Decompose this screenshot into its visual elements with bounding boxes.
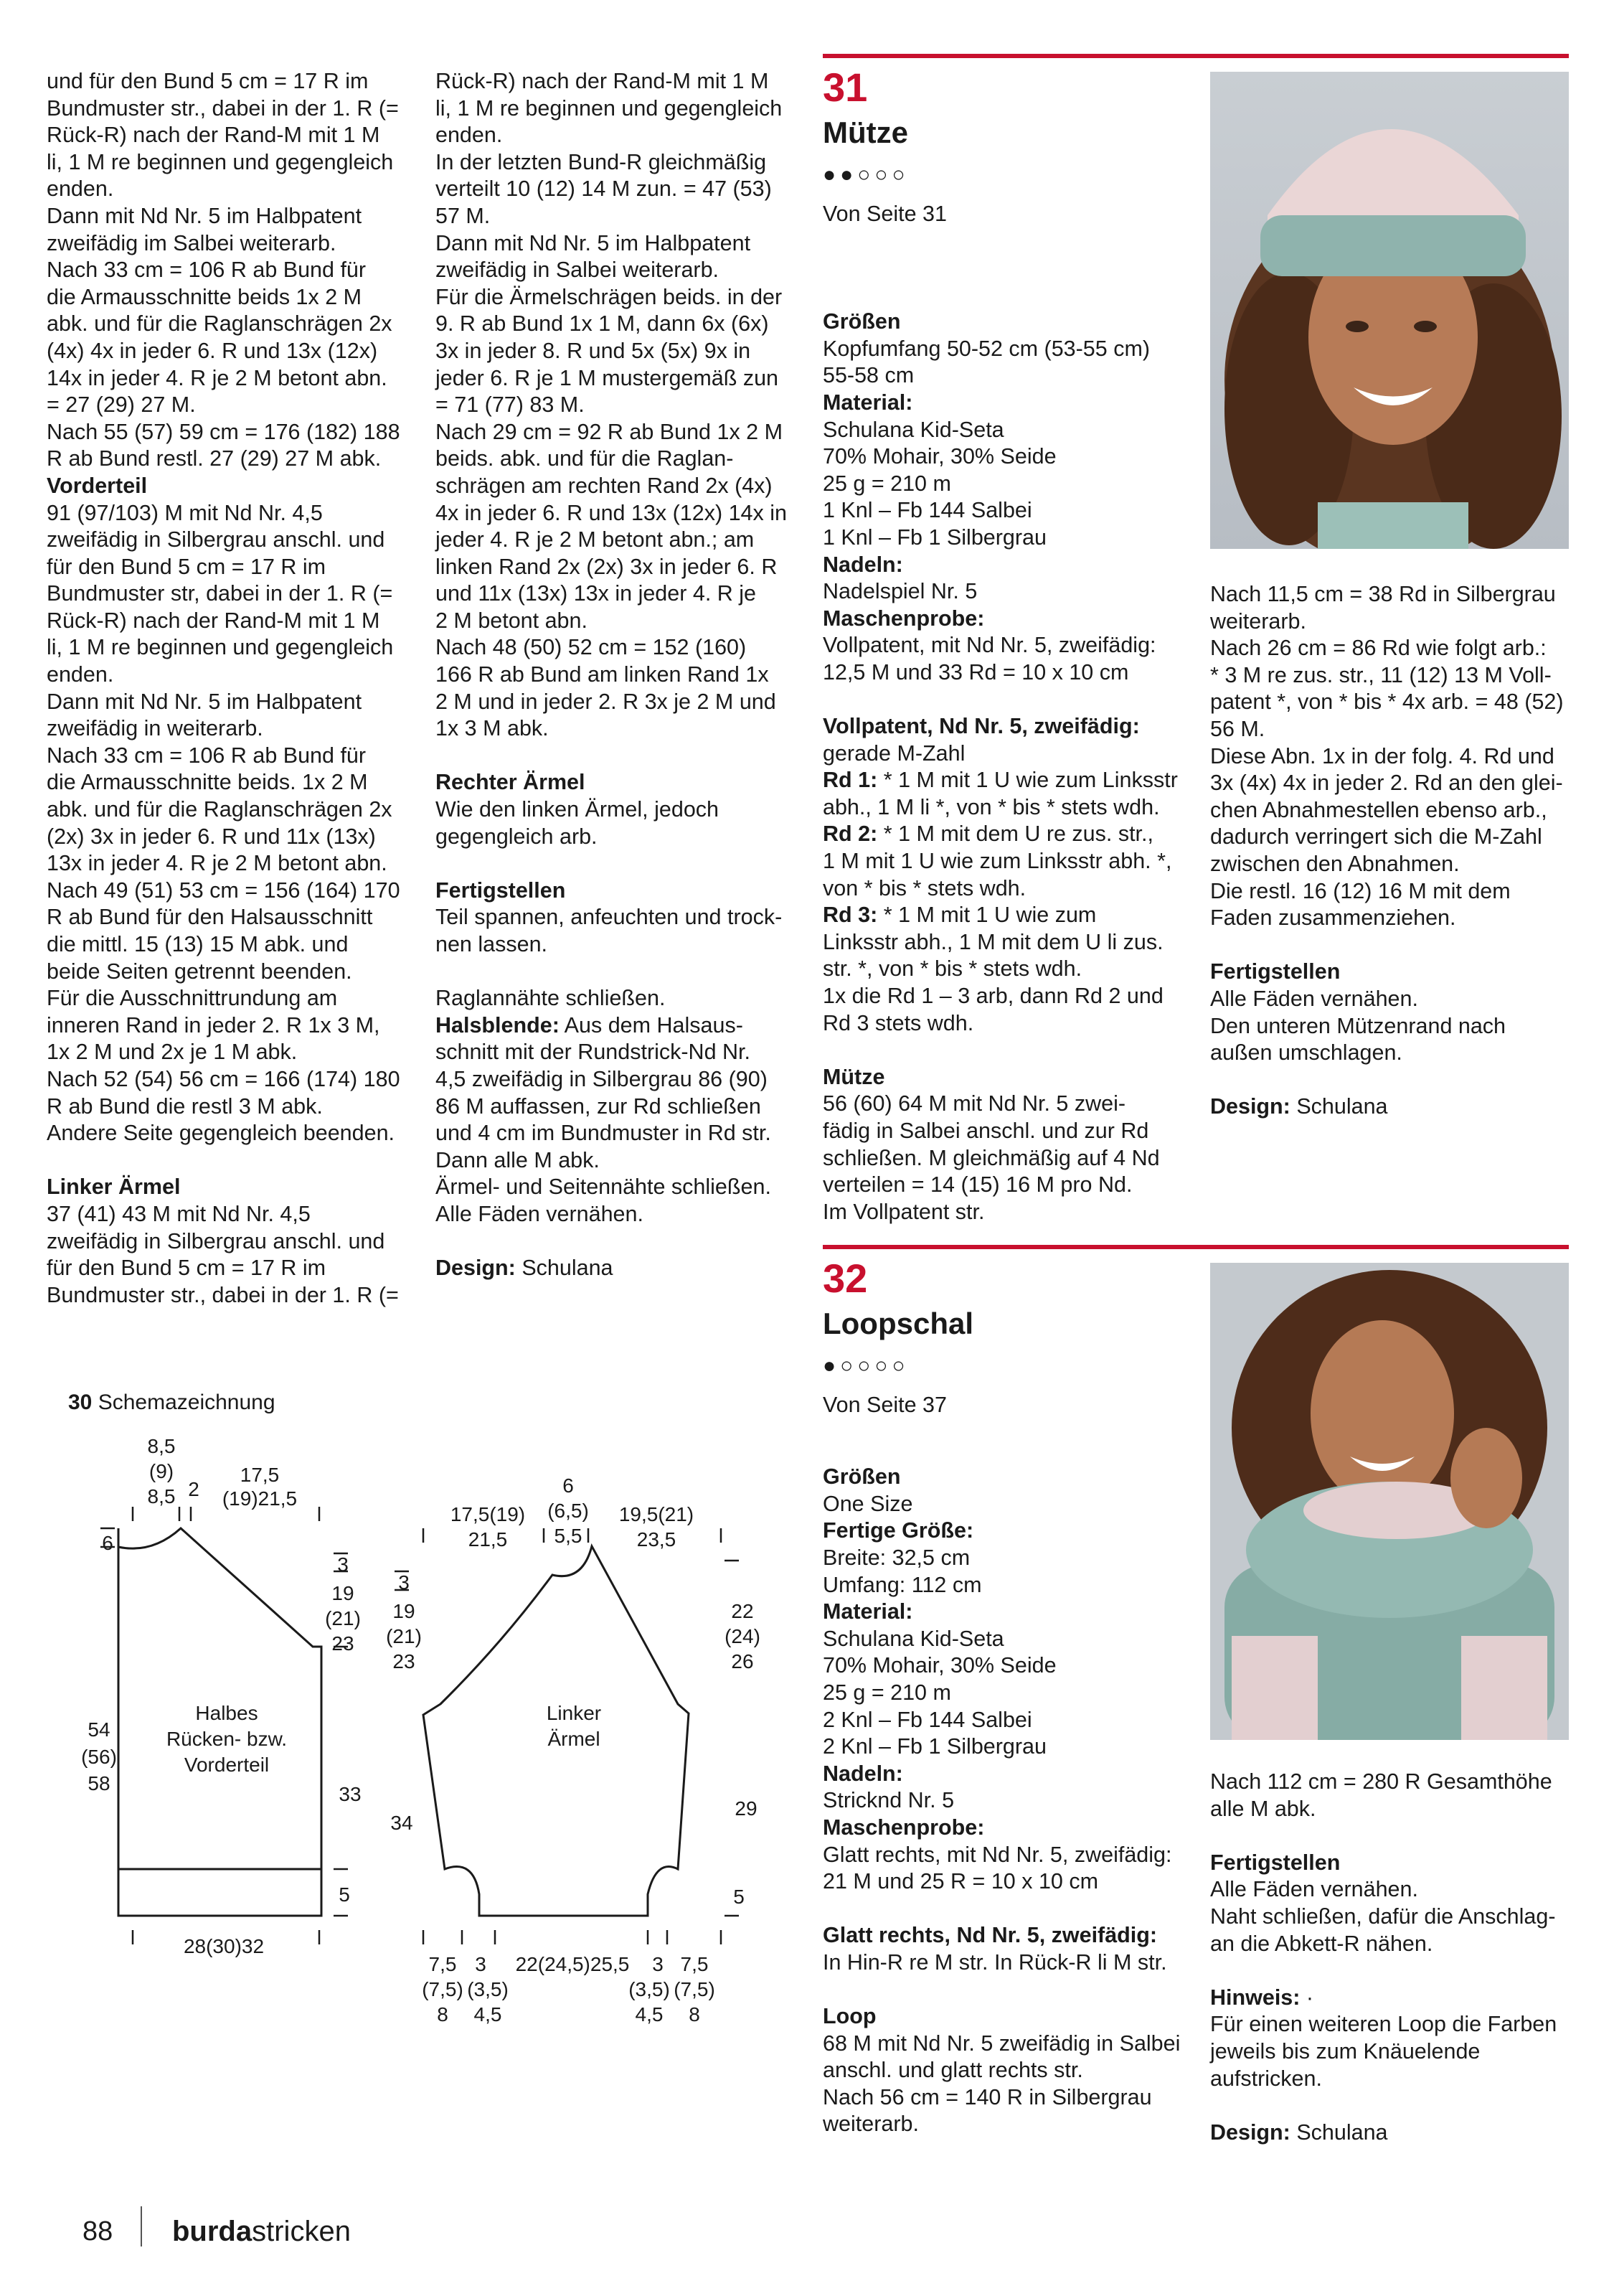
text-line: Vollpatent, Nd Nr. 5, zweifädig:	[823, 714, 1140, 739]
text-line: außen umschlagen.	[1210, 1040, 1402, 1065]
text-line: jeder 6. R je 1 M mustergemäß zun	[435, 365, 779, 390]
dim-label: (21)	[325, 1607, 361, 1629]
dim-label: 5,5	[554, 1525, 582, 1547]
text-line: Nadeln:	[823, 1761, 903, 1786]
dim-label: 3	[652, 1953, 664, 1975]
text-line: 1 Knl – Fb 1 Silbergrau	[823, 524, 1047, 550]
instructions-column-1	[47, 68, 420, 1309]
dim-label: 3	[398, 1571, 410, 1594]
pattern-32-source: Von Seite 37	[823, 1393, 947, 1417]
pattern-31-title: Mütze	[823, 116, 908, 149]
text-line: Umfang: 112 cm	[823, 1572, 982, 1597]
dim-label: (3,5)	[628, 1978, 670, 2000]
text-line: Bundmuster str., dabei in der 1. R (=	[47, 95, 399, 121]
page-number: 88	[82, 2216, 113, 2246]
text-line: Nach 29 cm = 92 R ab Bund 1x 2 M	[435, 419, 783, 444]
text-line: fädig in Salbei anschl. und zur Rd	[823, 1119, 1149, 1143]
pattern-31-number: 31	[823, 65, 868, 110]
text-line: gegengleich arb.	[435, 824, 598, 849]
dim-label: 8	[689, 2003, 700, 2026]
text-line: zweifädig in Salbei weiterarb.	[435, 258, 719, 283]
text-line: enden.	[435, 123, 503, 148]
text-line: 1x 3 M abk.	[435, 716, 549, 741]
text-line: Nach 55 (57) 59 cm = 176 (182) 188	[47, 419, 400, 444]
text-line: Rd 3 stets wdh.	[823, 1010, 974, 1035]
dim-label: 23,5	[636, 1528, 676, 1551]
text-line: 1 M mit 1 U wie zum Linksstr abh. *,	[823, 849, 1172, 874]
text-line: 9. R ab Bund 1x 1 M, dann 6x (6x)	[435, 311, 769, 337]
text-line: an die Abkett-R nähen.	[1210, 1931, 1433, 1956]
text-line: Rd 2: * 1 M mit dem U re zus. str.,	[823, 822, 1153, 847]
dim-label: (7,5)	[674, 1978, 715, 2000]
dim-label: 5	[733, 1886, 745, 1908]
text-line	[823, 1437, 1196, 1464]
text-line: Naht schließen, dafür die Anschlag-	[1210, 1904, 1556, 1929]
dim-label: 28(30)32	[183, 1935, 265, 1957]
text-line: 86 M auffassen, zur Rd schließen	[435, 1093, 761, 1119]
text-line: Linker Ärmel	[47, 1175, 181, 1200]
text-line: 57 M.	[435, 203, 491, 228]
text-line: = 27 (29) 27 M.	[47, 392, 196, 418]
text-line: dadurch verringert sich die M-Zahl	[1210, 824, 1542, 850]
text-line: abk. und für die Raglanschrägen 2x	[47, 311, 392, 337]
text-line: Kopfumfang 50-52 cm (53-55 cm)	[823, 336, 1151, 361]
text-line: Nadeln:	[823, 552, 903, 577]
text-line: 13x in jeder 4. R je 2 M betont abn.	[47, 851, 387, 876]
text-line	[823, 1037, 1196, 1064]
text-line: Stricknd Nr. 5	[823, 1788, 955, 1813]
text-line	[1210, 1067, 1583, 1094]
text-line	[823, 687, 1196, 714]
text-line: Für die Ausschnittrundung am	[47, 986, 338, 1011]
text-line: 14x in jeder 4. R je 2 M betont abn.	[47, 365, 387, 390]
text-line: Nach 56 cm = 140 R in Silbergrau	[823, 2084, 1152, 2109]
pattern-31-details	[823, 255, 1196, 1225]
dim-label: 17,5(19)	[450, 1503, 526, 1525]
text-line: 3x (4x) 4x in jeder 2. Rd an den glei-	[1210, 771, 1563, 796]
text-line: Fertigstellen	[1210, 959, 1341, 984]
text-line: für den Bund 5 cm = 17 R im	[47, 554, 326, 579]
text-line: Fertige Größe:	[823, 1518, 974, 1543]
text-line: Alle Fäden vernähen.	[1210, 986, 1418, 1011]
dim-label: 34	[390, 1812, 413, 1834]
piece-label: Linker	[546, 1702, 602, 1724]
text-line: Vollpatent, mit Nd Nr. 5, zweifädig:	[823, 633, 1156, 658]
dim-label: (7,5)	[422, 1978, 463, 2000]
dim-label: (3,5)	[467, 1978, 509, 2000]
text-line: Nach 26 cm = 86 Rd wie folgt arb.:	[1210, 636, 1547, 661]
text-line: Dann mit Nd Nr. 5 im Halbpatent	[47, 689, 362, 714]
text-line: Schulana Kid-Seta	[823, 417, 1004, 442]
dim-label: (56)	[81, 1746, 117, 1768]
text-line	[823, 1410, 1196, 1437]
text-line: Dann mit Nd Nr. 5 im Halbpatent	[435, 230, 751, 255]
text-line: verteilt 10 (12) 14 M zun. = 47 (53)	[435, 177, 772, 202]
text-line: 55-58 cm	[823, 363, 915, 388]
text-line	[435, 1228, 794, 1256]
text-line: 2 M betont abn.	[435, 608, 587, 633]
text-line: enden.	[47, 662, 114, 687]
pattern-32-continued	[1210, 1769, 1583, 2146]
text-line: patent *, von * bis * 4x arb. = 48 (52)	[1210, 690, 1564, 715]
text-line: Rd 3: * 1 M mit 1 U wie zum	[823, 903, 1097, 928]
dim-label: 3	[337, 1553, 349, 1576]
text-line: zwischen den Abnahmen.	[1210, 851, 1460, 876]
pattern-32-title: Loopschal	[823, 1307, 974, 1340]
footer-divider	[141, 2206, 142, 2246]
text-line: beide Seiten getrennt beenden.	[47, 959, 352, 984]
text-line: von * bis * stets wdh.	[823, 875, 1027, 900]
text-line: die mittl. 15 (13) 15 M abk. und	[47, 932, 349, 956]
text-line: 37 (41) 43 M mit Nd Nr. 4,5	[47, 1201, 311, 1226]
dim-label: 29	[735, 1797, 758, 1820]
text-line: R ab Bund für den Halsausschnitt	[47, 905, 373, 930]
text-line: Material:	[823, 1599, 913, 1624]
text-line: Linksstr abh., 1 M mit dem U li zus.	[823, 929, 1164, 954]
dim-label: 23	[392, 1650, 415, 1672]
text-line: nen lassen.	[435, 932, 547, 956]
text-line: schrägen am rechten Rand 2x (4x)	[435, 473, 773, 498]
dim-label: 22(24,5)25,5	[515, 1953, 630, 1975]
text-line: 1x 2 M und 2x je 1 M abk.	[47, 1040, 298, 1065]
text-line: Fertigstellen	[435, 878, 566, 903]
dim-label: 8	[437, 2003, 448, 2026]
text-line: 56 M.	[1210, 716, 1265, 741]
text-line: die Armausschnitte beids. 1x 2 M	[47, 770, 368, 795]
text-line: und für den Bund 5 cm = 17 R im	[47, 69, 369, 93]
pattern-32-details	[823, 1410, 1196, 2138]
text-line: One Size	[823, 1491, 913, 1516]
text-line	[435, 743, 794, 770]
text-line: Nadelspiel Nr. 5	[823, 579, 978, 604]
dim-label: 21,5	[468, 1528, 508, 1551]
text-line: 2 Knl – Fb 1 Silbergrau	[823, 1734, 1047, 1759]
text-line: Material:	[823, 390, 913, 415]
text-line: weiterarb.	[1210, 608, 1306, 634]
piece-label: Halbes	[195, 1702, 258, 1724]
instructions-column-2	[435, 68, 794, 1282]
text-line	[823, 255, 1196, 282]
dim-label: (24)	[725, 1625, 760, 1647]
text-line: Halsblende: Aus dem Halsaus-	[435, 1012, 743, 1038]
text-line: Für einen weiteren Loop die Farben	[1210, 2012, 1557, 2037]
text-line: Nach 48 (50) 52 cm = 152 (160)	[435, 635, 747, 660]
text-line: Nach 49 (51) 53 cm = 156 (164) 170	[47, 878, 400, 903]
text-line	[823, 1976, 1196, 2003]
text-line: Vorderteil	[47, 473, 148, 498]
text-line: Rück-R) nach der Rand-M mit 1 M	[435, 69, 769, 93]
text-line: Diese Abn. 1x in der folg. 4. Rd und	[1210, 743, 1554, 768]
magazine-brand: burdastricken	[172, 2216, 351, 2247]
text-line: aufstricken.	[1210, 2066, 1322, 2091]
text-line: Nach 33 cm = 106 R ab Bund für	[47, 743, 367, 768]
text-line: zweifädig in Silbergrau anschl. und	[47, 527, 385, 552]
text-line: Design: Schulana	[435, 1256, 613, 1281]
text-line: schnitt mit der Rundstrick-Nd Nr.	[435, 1040, 750, 1065]
dim-label: 2	[188, 1478, 199, 1500]
dim-label: 8,5	[147, 1435, 176, 1457]
text-line: In der letzten Bund-R gleichmäßig	[435, 149, 767, 174]
text-line: Nach 52 (54) 56 cm = 166 (174) 180	[47, 1066, 400, 1091]
text-line	[1210, 2092, 1583, 2119]
text-line: für den Bund 5 cm = 17 R im	[47, 1256, 326, 1281]
text-line: Bundmuster str., dabei in der 1. R (=	[47, 1282, 399, 1307]
text-line: alle M abk.	[1210, 1796, 1316, 1821]
section-31-rule	[823, 54, 1569, 58]
dim-label: 6	[562, 1474, 574, 1497]
text-line: Für die Ärmelschrägen beids. in der	[435, 284, 783, 309]
piece-label: Ärmel	[547, 1728, 600, 1750]
dim-label: 23	[331, 1632, 354, 1655]
pattern-31-difficulty: ●●○○○	[823, 163, 910, 187]
dim-label: 4,5	[635, 2003, 664, 2026]
dim-label: 17,5	[240, 1464, 280, 1486]
text-line	[1210, 1822, 1583, 1850]
text-line: schließen. M gleichmäßig auf 4 Nd	[823, 1145, 1160, 1170]
text-line: * 3 M re zus. str., 11 (12) 13 M Voll-	[1210, 662, 1552, 687]
text-line: Hinweis: ·	[1210, 1985, 1314, 2010]
text-line: Rd 1: * 1 M mit 1 U wie zum Linksstr	[823, 768, 1178, 793]
text-line: 2 Knl – Fb 144 Salbei	[823, 1707, 1032, 1732]
text-line: 25 g = 210 m	[823, 471, 951, 496]
text-line: Wie den linken Ärmel, jedoch	[435, 797, 719, 822]
loop-scarf-model-photo	[1210, 1263, 1569, 1740]
text-line: zweifädig in weiterarb.	[47, 716, 263, 741]
text-line: Nach 11,5 cm = 38 Rd in Silbergrau	[1210, 582, 1556, 606]
text-line: Glatt rechts, Nd Nr. 5, zweifädig:	[823, 1923, 1158, 1948]
text-line: Teil spannen, anfeuchten und trock-	[435, 905, 783, 930]
text-line: die Armausschnitte beids 1x 2 M	[47, 284, 362, 309]
text-line: inneren Rand in jeder 2. R 1x 3 M,	[47, 1012, 380, 1038]
text-line: Dann alle M abk.	[435, 1147, 600, 1172]
text-line: Loop	[823, 2004, 877, 2029]
diagram-caption: 30 Schemazeichnung	[68, 1391, 275, 1414]
pattern-32-difficulty: ●○○○○	[823, 1354, 910, 1378]
dim-label: 8,5	[147, 1485, 176, 1507]
pattern-31-continued	[1210, 581, 1583, 1121]
piece-label: Rücken- bzw.	[166, 1728, 288, 1750]
text-line: 91 (97/103) M mit Nd Nr. 4,5	[47, 500, 323, 525]
text-line	[823, 282, 1196, 309]
text-line: Maschenprobe:	[823, 1815, 985, 1840]
pattern-31-source: Von Seite 31	[823, 202, 947, 226]
piece-label: Vorderteil	[184, 1754, 270, 1776]
text-line: 1x die Rd 1 – 3 arb, dann Rd 2 und	[823, 984, 1164, 1009]
text-line: weiterarb.	[823, 2112, 919, 2137]
text-line: Bundmuster str, dabei in der 1. R (=	[47, 581, 393, 606]
text-line: In Hin-R re M str. In Rück-R li M str.	[823, 1949, 1167, 1975]
text-line: Den unteren Mützenrand nach	[1210, 1013, 1506, 1038]
text-line: Größen	[823, 309, 901, 334]
text-line: und 4 cm im Bundmuster in Rd str.	[435, 1121, 771, 1146]
text-line: gerade M-Zahl	[823, 740, 966, 766]
text-line: Ärmel- und Seitennähte schließen.	[435, 1175, 771, 1200]
text-line: jeder 4. R je 2 M betont abn.; am	[435, 527, 755, 552]
text-line: li, 1 M re beginnen und gegengleich	[47, 149, 394, 174]
text-line	[47, 1147, 420, 1175]
text-line: (4x) 4x in jeder 6. R und 13x (12x)	[47, 338, 378, 363]
dim-label: (19)21,5	[222, 1487, 298, 1510]
text-line: Nach 112 cm = 280 R Gesamthöhe	[1210, 1769, 1552, 1794]
text-line: 12,5 M und 33 Rd = 10 x 10 cm	[823, 659, 1129, 684]
text-line: Design: Schulana	[1210, 2119, 1388, 2145]
dim-label: 19,5(21)	[618, 1503, 694, 1525]
text-line: Dann mit Nd Nr. 5 im Halbpatent	[47, 203, 362, 228]
text-line	[435, 850, 794, 878]
text-line: Im Vollpatent str.	[823, 1199, 985, 1224]
text-line: 4,5 zweifädig in Silbergrau 86 (90)	[435, 1066, 768, 1091]
text-line: chen Abnahmestellen ebenso arb.,	[1210, 797, 1547, 822]
text-line	[435, 959, 794, 986]
dim-label: 58	[88, 1772, 110, 1794]
hat-model-photo	[1210, 72, 1569, 549]
text-line: 3x in jeder 8. R und 5x (5x) 9x in	[435, 338, 751, 363]
text-line: 56 (60) 64 M mit Nd Nr. 5 zwei-	[823, 1091, 1126, 1116]
section-32-rule	[823, 1245, 1569, 1249]
text-line: Fertigstellen	[1210, 1850, 1341, 1875]
text-line: = 71 (77) 83 M.	[435, 392, 585, 418]
text-line: Schulana Kid-Seta	[823, 1626, 1004, 1651]
text-line: R ab Bund restl. 27 (29) 27 M abk.	[47, 446, 382, 471]
text-line: 70% Mohair, 30% Seide	[823, 1653, 1057, 1678]
text-line: 4x in jeder 6. R und 13x (12x) 14x in	[435, 500, 787, 525]
text-line: R ab Bund die restl 3 M abk.	[47, 1093, 323, 1119]
text-line: li, 1 M re beginnen und gegengleich	[435, 95, 783, 121]
text-line: Rück-R) nach der Rand-M mit 1 M	[47, 123, 380, 148]
text-line: 21 M und 25 R = 10 x 10 cm	[823, 1869, 1099, 1894]
text-line: verteilen = 14 (15) 16 M pro Nd.	[823, 1172, 1133, 1198]
text-line: Mütze	[823, 1064, 885, 1089]
text-line: 25 g = 210 m	[823, 1680, 951, 1705]
text-line: Nach 33 cm = 106 R ab Bund für	[47, 258, 367, 283]
text-line: Maschenprobe:	[823, 606, 985, 631]
text-line: linken Rand 2x (2x) 3x in jeder 6. R	[435, 554, 778, 579]
text-line: Design: Schulana	[1210, 1094, 1388, 1119]
text-line: (2x) 3x in jeder 6. R und 11x (13x)	[47, 824, 376, 849]
text-line: Breite: 32,5 cm	[823, 1545, 971, 1570]
text-line: anschl. und glatt rechts str.	[823, 2058, 1083, 2083]
dim-label: 7,5	[680, 1953, 709, 1975]
text-line: und 11x (13x) 13x in jeder 4. R je	[435, 581, 757, 606]
text-line: zweifädig in Silbergrau anschl. und	[47, 1228, 385, 1253]
text-line: Größen	[823, 1464, 901, 1490]
dim-label: 5	[339, 1883, 350, 1906]
text-line: li, 1 M re beginnen und gegengleich	[47, 635, 394, 660]
text-line: 2 M und in jeder 2. R 3x je 2 M und	[435, 689, 776, 714]
text-line: Alle Fäden vernähen.	[435, 1201, 643, 1226]
text-line: Rück-R) nach der Rand-M mit 1 M	[47, 608, 380, 633]
dim-label: (21)	[386, 1625, 422, 1647]
dim-label: 6	[102, 1532, 113, 1554]
text-line: 166 R ab Bund am linken Rand 1x	[435, 662, 769, 687]
text-line: Die restl. 16 (12) 16 M mit dem	[1210, 878, 1511, 903]
text-line: Alle Fäden vernähen.	[1210, 1877, 1418, 1902]
text-line: zweifädig im Salbei weiterarb.	[47, 230, 336, 255]
text-line: Faden zusammenziehen.	[1210, 905, 1456, 931]
text-line: 68 M mit Nd Nr. 5 zweifädig in Salbei	[823, 2031, 1181, 2056]
text-line: abh., 1 M li *, von * bis * stets wdh.	[823, 794, 1160, 819]
dim-label: 26	[731, 1650, 754, 1672]
text-line: Raglannähte schließen.	[435, 986, 666, 1011]
text-line: 1 Knl – Fb 144 Salbei	[823, 498, 1032, 523]
dim-label: 3	[475, 1953, 486, 1975]
dim-label: 54	[88, 1718, 110, 1741]
schematic-drawing	[0, 1428, 789, 2052]
dim-label: 7,5	[428, 1953, 457, 1975]
text-line: Andere Seite gegengleich beenden.	[47, 1121, 395, 1146]
dim-label: (6,5)	[547, 1500, 589, 1522]
dim-label: (9)	[148, 1460, 174, 1482]
text-line: jeweils bis zum Knäuelende	[1210, 2038, 1481, 2064]
dim-label: 4,5	[473, 2003, 502, 2026]
text-line	[823, 1896, 1196, 1923]
text-line: str. *, von * bis * stets wdh.	[823, 956, 1082, 982]
dim-label: 33	[339, 1783, 362, 1805]
text-line: Glatt rechts, mit Nd Nr. 5, zweifädig:	[823, 1842, 1172, 1867]
dim-label: 19	[392, 1600, 415, 1622]
text-line: beids. abk. und für die Raglan-	[435, 446, 734, 471]
text-line: 70% Mohair, 30% Seide	[823, 444, 1057, 469]
text-line	[1210, 1957, 1583, 1985]
text-line	[1210, 932, 1583, 959]
dim-label: 19	[331, 1582, 354, 1604]
text-line: enden.	[47, 177, 114, 202]
dim-label: 22	[731, 1600, 754, 1622]
text-line: Rechter Ärmel	[435, 770, 585, 795]
text-line: abk. und für die Raglanschrägen 2x	[47, 797, 392, 822]
pattern-32-number: 32	[823, 1256, 868, 1301]
